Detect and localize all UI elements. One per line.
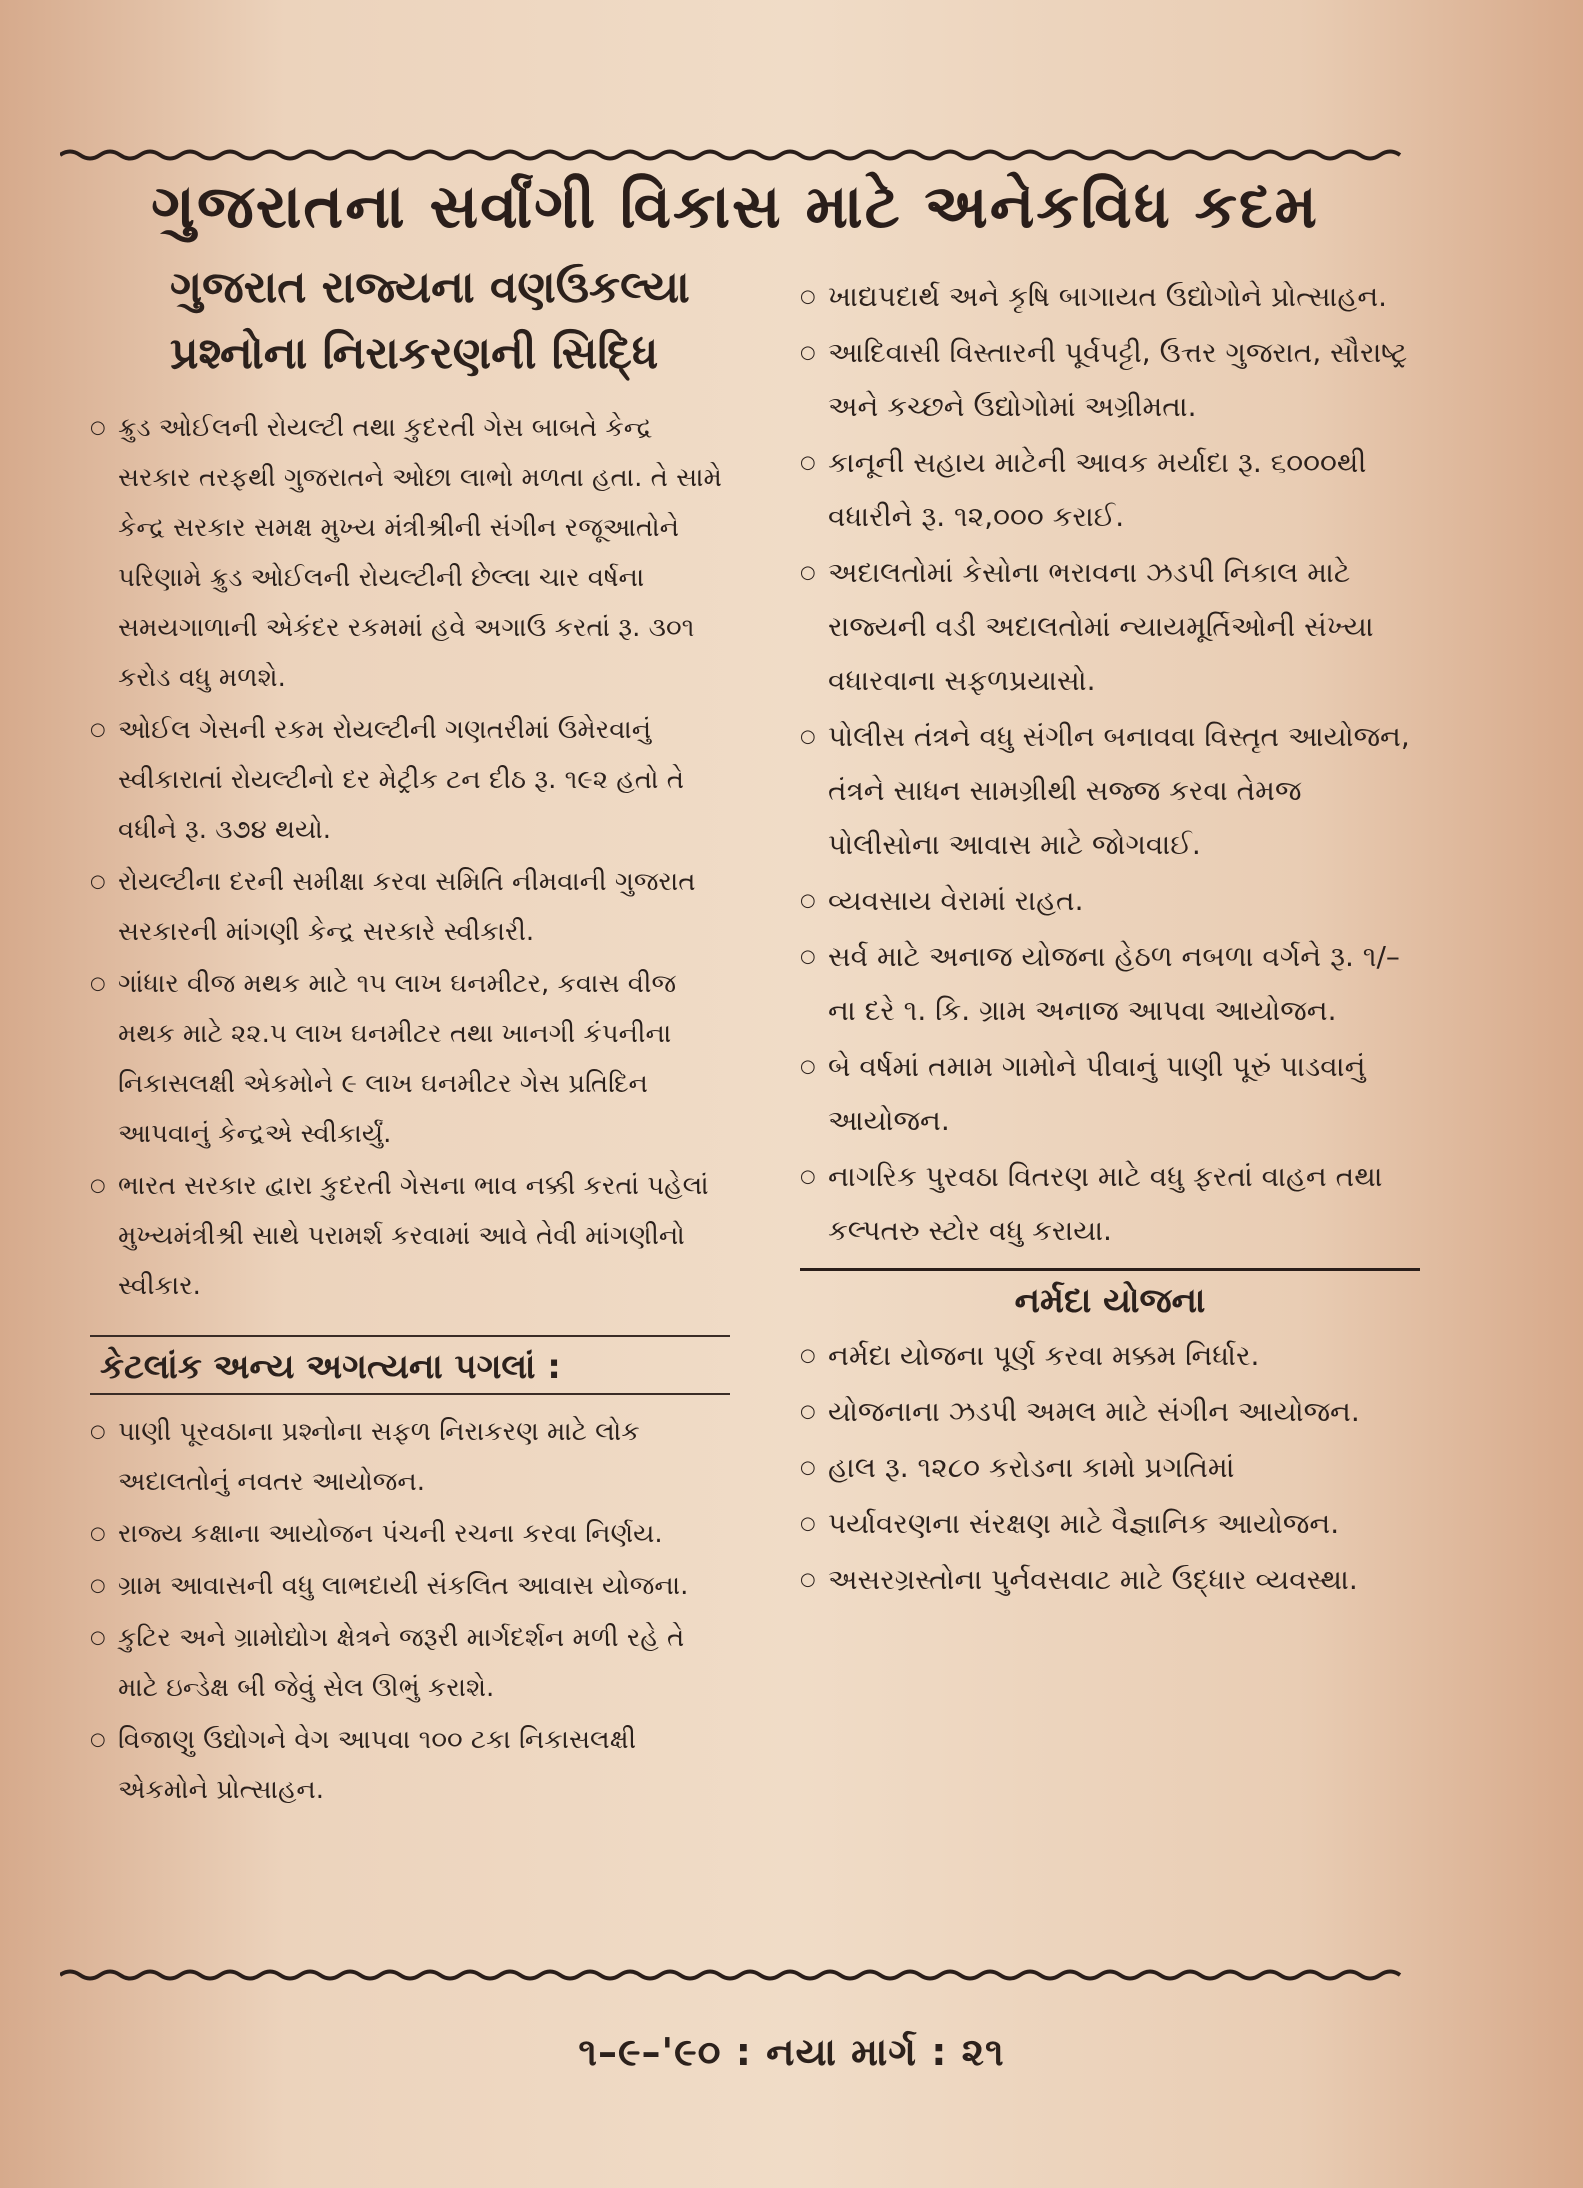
list-item: ○ રાજ્ય કક્ષાના આયોજન પંચની રચના કરવા નિર્ણય.	[90, 1509, 730, 1559]
list-item: ○ વિજાણુ ઉદ્યોગને વેગ આપવા ૧૦૦ ટકા નિકાસલક્ષી એકમોને પ્રોત્સાહન.	[90, 1715, 730, 1815]
right-column	[800, 270, 1420, 1609]
page-footer: ૧–૯–'૯૦ : નયા માર્ગ : ૨૧	[578, 2030, 1005, 2074]
list-item: ○ ગ્રામ આવાસની વધુ લાભદાયી સંકલિત આવાસ યોજના.	[90, 1561, 730, 1611]
list-item: ○ પાણી પૂરવઠાના પ્રશ્નોના સફળ નિરાકરણ માટે લોક અદાલતોનું નવતર આયોજન.	[90, 1407, 730, 1507]
list-item: ○ ભારત સરકાર દ્વારા કુદરતી ગેસના ભાવ નક્કી કરતાં પહેલાં મુખ્યમંત્રીશ્રી સાથે પરામર્શ કરવામાં આવે તેવી માંગણીનો સ્વીકાર.	[90, 1161, 730, 1311]
list-item: ○ ગાંધાર વીજ મથક માટે ૧૫ લાખ ઘનમીટર, કવાસ વીજ મથક માટે ૨૨.૫ લાખ ઘનમીટર તથા ખાનગી કંપનીના નિકાસલક્ષી એકમોને ૯ લાખ ઘનમીટર ગેસ પ્રતિદિન આપવાનું કેન્દ્રએ સ્વીકાર્યું.	[90, 959, 730, 1159]
page-title: ગુજરાતના સર્વાંગી વિકાસ માટે અનેકવિધ કદમ	[151, 172, 1319, 242]
right-list-2	[800, 1329, 1420, 1607]
list-item: ○ નાગરિક પુરવઠા વિતરણ માટે વધુ ફરતાં વાહન તથા કલ્પતરુ સ્ટોર વધુ કરાયા.	[800, 1150, 1420, 1258]
list-item: ○ અદાલતોમાં કેસોના ભરાવના ઝડપી નિકાલ માટે રાજ્યની વડી અદાલતોમાં ન્યાયમૂર્તિઓની સંખ્યા વધારવાના સફળપ્રયાસો.	[800, 546, 1420, 708]
list-item: ○ બે વર્ષમાં તમામ ગામોને પીવાનું પાણી પૂરું પાડવાનું આયોજન.	[800, 1040, 1420, 1148]
subtitle-line-2: પ્રશ્નોના નિરાકરણની સિદ્ધિ	[170, 328, 659, 379]
list-item: ○ અસરગ્રસ્તોના પુર્નવસવાટ માટે ઉદ્ધાર વ્યવસ્થા.	[800, 1553, 1420, 1607]
list-item: ○ રોયલ્ટીના દરની સમીક્ષા કરવા સમિતિ નીમવાની ગુજરાત સરકારની માંગણી કેન્દ્ર સરકારે સ્વીકારી.	[90, 857, 730, 957]
left-column	[90, 255, 730, 1817]
list-item: ○ કાનૂની સહાય માટેની આવક મર્યાદા રૂ. ૬૦૦૦થી વધારીને રૂ. ૧૨,૦૦૦ કરાઈ.	[800, 436, 1420, 544]
list-item: ○ ક્રુડ ઓઈલની રોયલ્ટી તથા કુદરતી ગેસ બાબતે કેન્દ્ર સરકાર તરફથી ગુજરાતને ઓછા લાભો મળતા હતા. તે સામે કેન્દ્ર સરકાર સમક્ષ મુખ્ય મંત્રીશ્રીની સંગીન રજૂઆતોને પરિણામે ક્રુડ ઓઈલની રોયલ્ટીની છેલ્લા ચાર વર્ષના સમયગાળાની એકંદર રકમમાં હવે અગાઉ કરતાં રૂ. ૩૦૧ કરોડ વધુ મળશે.	[90, 403, 730, 703]
list-item: ○ ઓઈલ ગેસની રકમ રોયલ્ટીની ગણતરીમાં ઉમેરવાનું સ્વીકારાતાં રોયલ્ટીનો દર મેટ્રીક ટન દીઠ રૂ. ૧૯૨ હતો તે વધીને રૂ. ૩૭૪ થયો.	[90, 705, 730, 855]
list-item: ○ પોલીસ તંત્રને વધુ સંગીન બનાવવા વિસ્તૃત આયોજન, તંત્રને સાધન સામગ્રીથી સજ્જ કરવા તેમજ પોલીસોના આવાસ માટે જોગવાઈ.	[800, 710, 1420, 872]
left-list	[90, 403, 730, 1311]
decorative-border-top	[60, 148, 1405, 162]
list-item: ○ નર્મદા યોજના પૂર્ણ કરવા મક્કમ નિર્ધાર.	[800, 1329, 1420, 1383]
left-list-2	[90, 1407, 730, 1815]
list-item: ○ વ્યવસાય વેરામાં રાહત.	[800, 874, 1420, 928]
list-item: ○ આદિવાસી વિસ્તારની પૂર્વપટ્ટી, ઉત્તર ગુજરાત, સૌરાષ્ટ્ર અને કચ્છને ઉદ્યોગોમાં અગ્રીમતા.	[800, 326, 1420, 434]
list-item: ○ કુટિર અને ગ્રામોદ્યોગ ક્ષેત્રને જરૂરી માર્ગદર્શન મળી રહે તે માટે ઇન્ડેક્ષ બી જેવું સેલ ઊભું કરાશે.	[90, 1613, 730, 1713]
right-list	[800, 270, 1420, 1258]
list-item: ○ હાલ રૂ. ૧૨૮૦ કરોડના કામો પ્રગતિમાં	[800, 1441, 1420, 1495]
list-item: ○ પર્યાવરણના સંરક્ષણ માટે વૈજ્ઞાનિક આયોજન.	[800, 1497, 1420, 1551]
decorative-border-bottom	[60, 1968, 1405, 1982]
list-item: ○ ખાદ્યપદાર્થ અને કૃષિ બાગાયત ઉદ્યોગોને પ્રોત્સાહન.	[800, 270, 1420, 324]
left-subtitle	[170, 255, 730, 387]
list-item: ○ સર્વ માટે અનાજ યોજના હેઠળ નબળા વર્ગને રૂ. ૧/–ના દરે ૧. કિ. ગ્રામ અનાજ આપવા આયોજન.	[800, 930, 1420, 1038]
section-heading-other-steps: કેટલાંક અન્ય અગત્યના પગલાં :	[90, 1335, 730, 1395]
subtitle-line-1: ગુજરાત રાજ્યના વણઉકલ્યા	[170, 262, 690, 313]
list-item: ○ યોજનાના ઝડપી અમલ માટે સંગીન આયોજન.	[800, 1385, 1420, 1439]
section-heading-narmada: નર્મદા યોજના	[800, 1268, 1420, 1321]
